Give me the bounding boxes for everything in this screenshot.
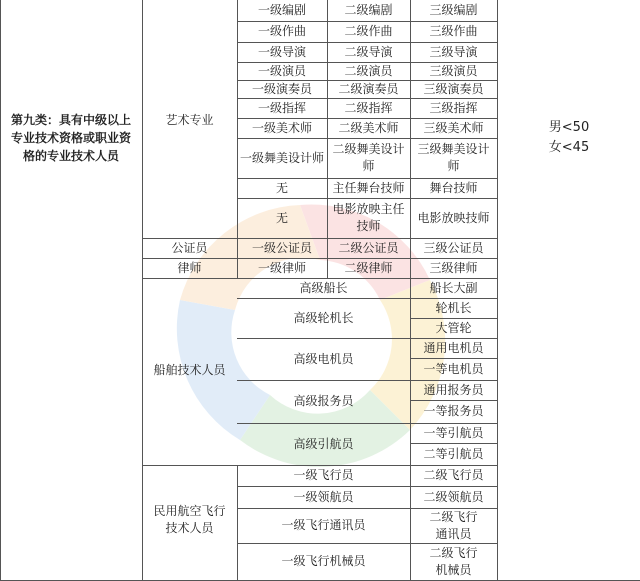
lawyer-label: 律师 — [177, 260, 202, 275]
ship-senior-title: 高级船长 — [299, 280, 348, 295]
ship-title: 船长大副 — [429, 280, 478, 295]
art-row-cell: 三级演奏员 — [423, 81, 484, 96]
category-label: 第九类：具有中级以上专业技术资格或职业资格的专业技术人员 — [10, 113, 131, 163]
art-row-cell: 一级舞美设计师 — [239, 150, 324, 165]
age-limit-male: 男<50 — [548, 120, 590, 135]
art-row-cell: 二级舞美设计师 — [332, 142, 405, 173]
aviation-title: 二级飞行机械员 — [429, 545, 478, 577]
aviation-technician-label: 民用航空飞行技术人员 — [153, 504, 226, 535]
art-row-cell: 三级演员 — [429, 63, 478, 78]
art-row-cell: 电影放映主任技师 — [332, 202, 405, 233]
art-row-cell: 一级指挥 — [257, 100, 306, 115]
art-row-cell: 三级导演 — [429, 44, 478, 59]
aviation-title: 二级飞行通讯员 — [429, 509, 478, 541]
art-row-cell: 一级作曲 — [257, 24, 306, 38]
art-row-cell: 三级编剧 — [429, 3, 478, 17]
ship-title: 通用报务员 — [423, 382, 484, 397]
art-row-cell: 电影放映技师 — [417, 210, 490, 225]
notary-label: 公证员 — [171, 240, 208, 255]
lawyer-level: 一级律师 — [257, 260, 306, 275]
ship-title: 轮机长 — [435, 300, 472, 315]
ship-senior-title: 高级引航员 — [293, 436, 354, 451]
ship-senior-title: 高级报务员 — [293, 394, 354, 408]
aviation-title: 二级飞行员 — [423, 468, 484, 482]
art-row-cell: 一级演奏员 — [251, 81, 312, 96]
notary-level: 二级公证员 — [338, 240, 399, 255]
art-row-cell: 三级作曲 — [429, 24, 478, 38]
aviation-title: 一级飞行员 — [293, 468, 354, 482]
art-row-cell: 二级美术师 — [338, 120, 399, 135]
ship-title: 一等报务员 — [423, 404, 484, 418]
ship-senior-title: 高级轮机长 — [293, 310, 354, 325]
art-row-cell: 一级编剧 — [257, 3, 306, 17]
ship-title: 一等电机员 — [423, 361, 484, 376]
lawyer-level: 三级律师 — [429, 260, 478, 275]
ship-title: 通用电机员 — [423, 340, 484, 355]
aviation-title: 一级领航员 — [293, 489, 354, 504]
ship-title: 大管轮 — [435, 320, 472, 335]
art-row-cell: 二级指挥 — [344, 100, 393, 115]
art-row-cell: 二级导演 — [344, 44, 393, 59]
art-row-cell: 一级美术师 — [251, 120, 312, 135]
ship-title: 二等引航员 — [423, 446, 484, 461]
aviation-title: 一级飞行机械员 — [281, 554, 366, 568]
lawyer-level: 二级律师 — [344, 260, 393, 275]
art-row-cell: 无 — [275, 210, 288, 225]
aviation-title: 二级领航员 — [423, 489, 484, 504]
art-row-cell: 主任舞台技师 — [332, 180, 405, 195]
notary-level: 三级公证员 — [423, 240, 484, 255]
art-row-cell: 无 — [275, 180, 288, 195]
art-row-cell: 二级编剧 — [344, 3, 393, 17]
ship-title: 一等引航员 — [423, 425, 484, 440]
age-limit-female: 女<45 — [548, 140, 590, 155]
art-row-cell: 二级演奏员 — [338, 81, 399, 96]
art-row-cell: 一级导演 — [257, 44, 306, 59]
ship-technician-label: 船舶技术人员 — [153, 362, 226, 377]
art-row-cell: 三级美术师 — [423, 120, 484, 135]
art-row-cell: 一级演员 — [257, 63, 306, 78]
art-row-cell: 三级指挥 — [429, 100, 478, 115]
art-row-cell: 舞台技师 — [429, 180, 478, 195]
art-row-cell: 三级舞美设计师 — [417, 142, 490, 173]
art-specialty-label: 艺术专业 — [165, 112, 214, 127]
ship-senior-title: 高级电机员 — [293, 351, 354, 366]
art-row-cell: 二级演员 — [344, 63, 393, 78]
notary-level: 一级公证员 — [251, 240, 312, 255]
aviation-title: 一级飞行通讯员 — [281, 518, 366, 532]
art-row-cell: 二级作曲 — [344, 24, 393, 38]
